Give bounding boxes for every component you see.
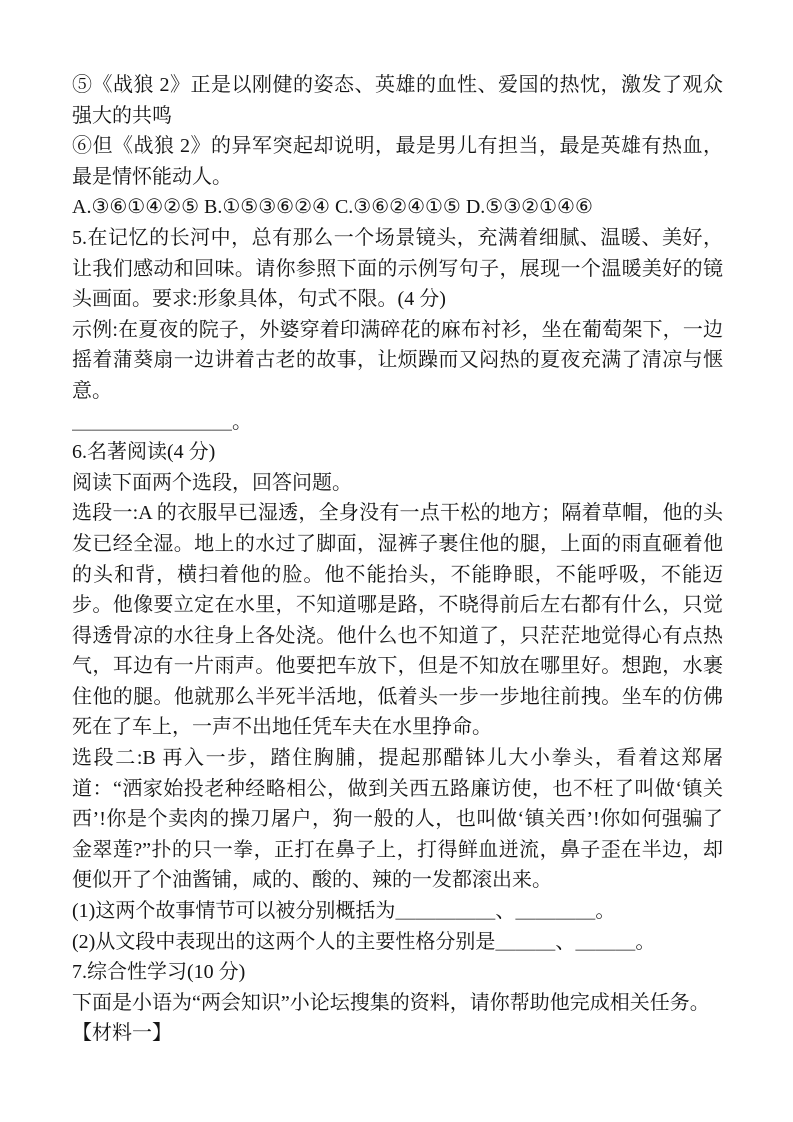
question-6-subquestion-2: (2)从文段中表现出的这两个人的主要性格分别是＿＿＿、＿＿＿。 [72, 930, 656, 953]
question-4-sentence-5: ⑤《战狼 2》正是以刚健的姿态、英雄的血性、爱国的热忱，激发了观众强大的共鸣 [72, 74, 723, 127]
question-6-instruction: 阅读下面两个选段，回答问题。 [72, 471, 352, 494]
question-6-heading: 6.名著阅读(4 分) [72, 441, 216, 464]
question-4-answer-options: A.③⑥①④②⑤ B.①⑤③⑥②④ C.③⑥②④①⑤ D.⑤③②①④⑥ [72, 196, 593, 219]
question-5-answer-blank: ＿＿＿＿＿＿＿＿。 [72, 410, 252, 433]
question-7-heading: 7.综合性学习(10 分) [72, 961, 246, 984]
question-6-passage-one: 选段一:A 的衣服早已湿透，全身没有一点干松的地方；隔着草帽，他的头发已经全湿。地上的水过了脚面，湿裤子裹住他的腿，上面的雨直砸着他的头和背，横扫着他的脸。他不能抬头，不能睁眼，不能呼吸，不能迈步。他像要立定在水里，不知道哪是路，不晓得前后左右都有什么，只觉得透骨凉的水往身上各处浇。他什么也不知道了，只茫茫地觉得心有点热气，耳边有一片雨声。他要把车放下，但是不知放在哪里好。想跑，水裹住他的腿。他就那么半死半活地，低着头一步一步地往前拽。坐车的仿佛死在了车上，一声不出地任凭车夫在水里挣命。 [72, 502, 723, 739]
question-6-subquestion-1: (1)这两个故事情节可以被分别概括为＿＿＿＿＿、＿＿＿＿。 [72, 900, 616, 923]
question-5-prompt: 5.在记忆的长河中，总有那么一个场景镜头，充满着细腻、温暖、美好，让我们感动和回味。请你参照下面的示例写句子，展现一个温暖美好的镜头画面。要求:形象具体，句式不限。(4 分) [72, 226, 723, 311]
question-7-instruction: 下面是小语为“两会知识”小论坛搜集的资料，请你帮助他完成相关任务。 [72, 991, 710, 1014]
question-4-sentence-6: ⑥但《战狼 2》的异军突起却说明，最是男儿有担当，最是英雄有热血，最是情怀能动人。 [72, 135, 723, 188]
question-5-example: 示例:在夏夜的院子，外婆穿着印满碎花的麻布衬衫，坐在葡萄架下，一边摇着蒲葵扇一边讲着古老的故事，让烦躁而又闷热的夏夜充满了清凉与惬意。 [72, 318, 723, 402]
question-6-passage-two: 选段二:B 再入一步，踏住胸脯，提起那醋钵儿大小拳头，看着这郑屠道：“洒家始投老种经略相公，做到关西五路廉访使，也不枉了叫做‘镇关西’!你是个卖肉的操刀屠户，狗一般的人，也叫做‘镇关西’!你如何强骗了金翠莲?”扑的只一拳，正打在鼻子上，打得鲜血迸流，鼻子歪在半边，却便似开了个油酱铺，咸的、酸的、辣的一发都滚出来。 [72, 747, 723, 892]
material-one-label: 【材料一】 [72, 1022, 172, 1045]
